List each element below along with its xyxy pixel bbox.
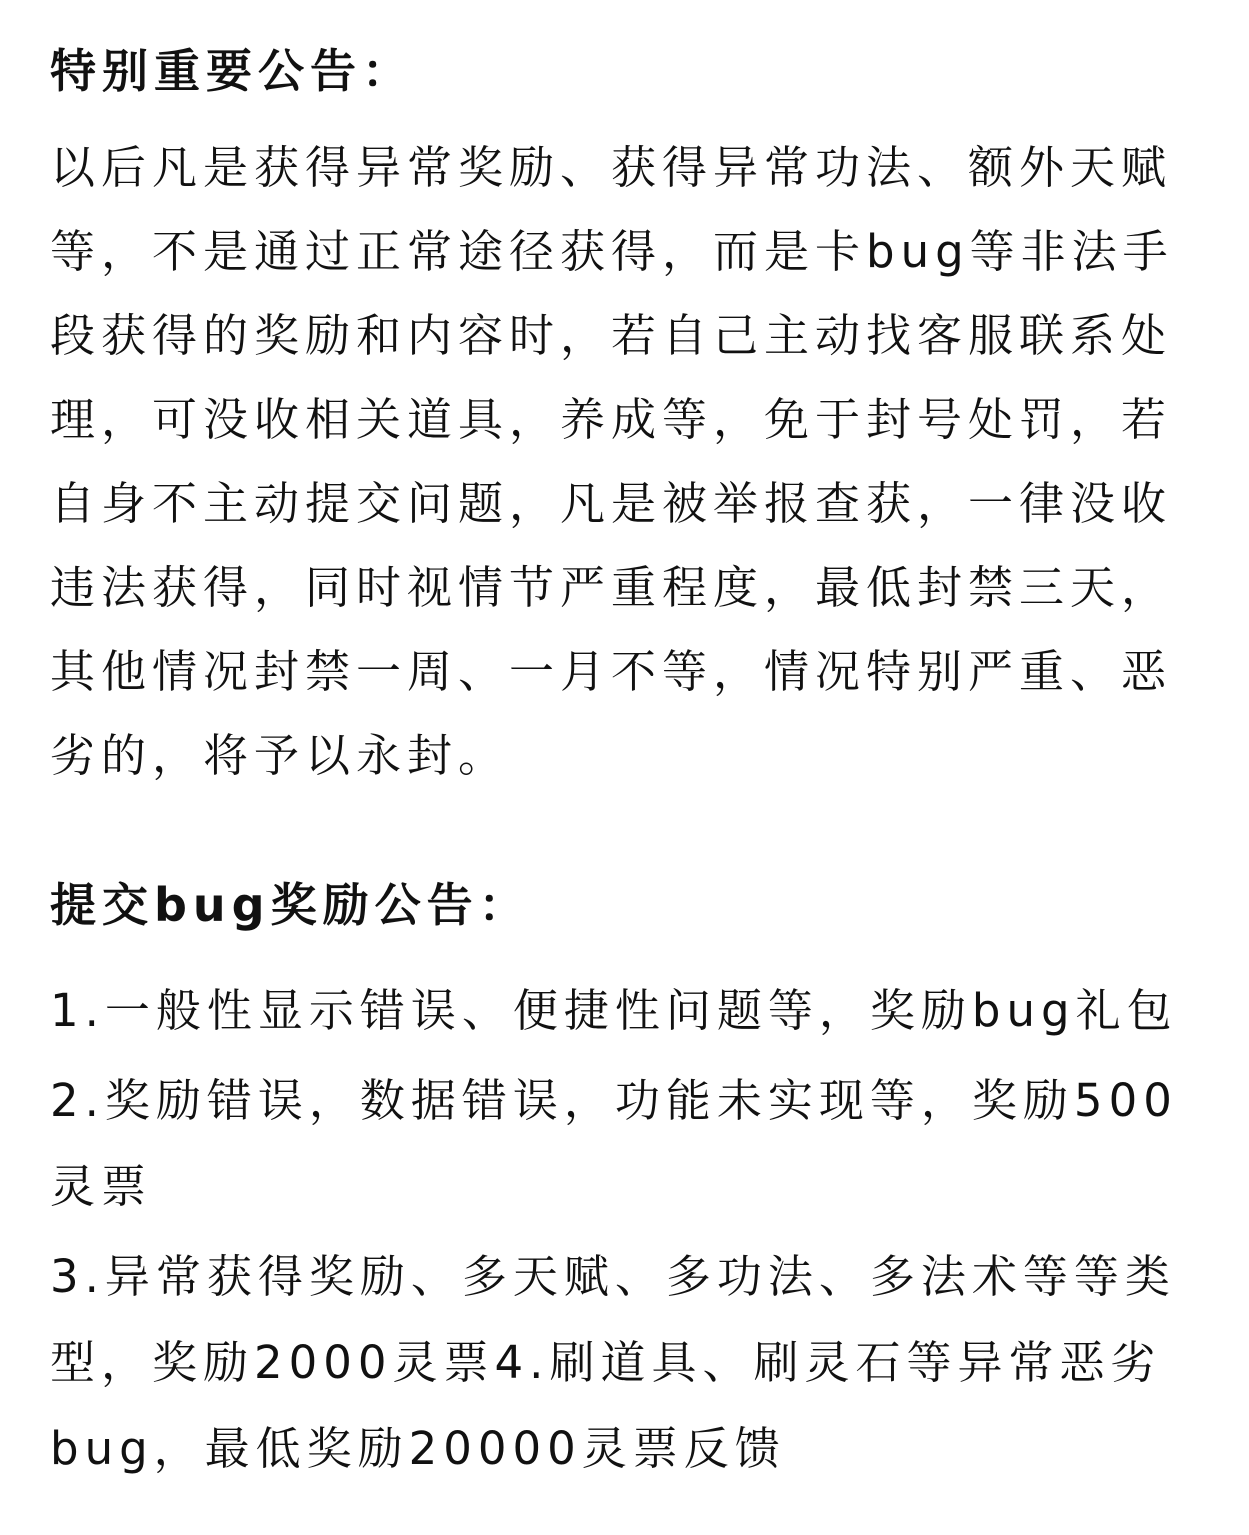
bug-reward-item-1: 1.一般性显示错误、便捷性问题等，奖励bug礼包 xyxy=(50,984,1178,1037)
important-notice-body: 以后凡是获得异常奖励、获得异常功法、额外天赋等，不是通过正常途径获得，而是卡bug等非法手段获得的奖励和内容时，若自己主动找客服联系处理，可没收相关道具，养成等，免于封号处罚，若自身不主动提交问题，凡是被举报查获，一律没收违法获得，同时视情节严重程度，最低封禁三天，其他情况封禁一周、一月不等，情况特别严重、恶劣的，将予以永封。 xyxy=(50,141,1174,782)
bug-reward-item-2: 2.奖励错误，数据错误，功能未实现等，奖励500灵票 xyxy=(50,1074,1178,1213)
important-notice-title: 特别重要公告： xyxy=(50,44,414,98)
cut-off-text-fragment xyxy=(50,1522,1190,1535)
bug-reward-item-3: 3.异常获得奖励、多天赋、多功法、多法术等等类型，奖励2000灵票4.刷道具、刷灵石等异常恶劣bug，最低奖励20000灵票反馈 xyxy=(50,1250,1176,1475)
bug-reward-title: 提交bug奖励公告： xyxy=(50,878,531,932)
bug-reward-list xyxy=(50,968,1190,1496)
